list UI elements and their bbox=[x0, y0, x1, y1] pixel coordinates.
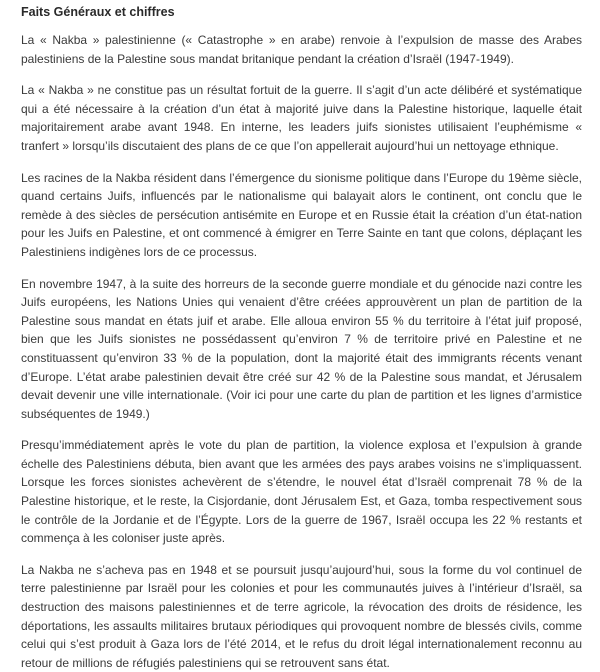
paragraph-1: La « Nakba » palestinienne (« Catastrophe » en arabe) renvoie à l’expulsion de masse des Arabes palestiniens de la Palestine sous mandat britanique pendant la création d’Israël (1947-1949). bbox=[21, 33, 582, 66]
paragraph-3: Les racines de la Nakba résident dans l’émergence du sionisme politique dans l’Europe du 19ème siècle, quand certains Juifs, influencés par le nationalisme qui balayait alors le continent, ont conclu que le remède à des siècles de persécution antisémite en Europe et en Russie était la création d’un état-nation pour les Juifs en Palestine, et ont commencé à émigrer en Terre Sainte en tant que colons, déplaçant les Palestiniens indigènes lors de ce processus. bbox=[21, 170, 582, 259]
paragraph-6: La Nakba ne s’acheva pas en 1948 et se poursuit jusqu’aujourd’hui, sous la forme du vol continuel de terre palestinienne par Israël pour les colonies et pour les communautés juives à l’intérieur d’Israël, sa destruction des maisons palestiniennes et de terre agricole, la révocation des droits de résidence, les déportations, les assaults militaires brutaux périodiques qui provoquent nombre de blessés civils, comme celui qui s’est produit à Gaza lors de l’été 2014, et le refus du droit légal internationalement reconnu au retour de millions de réfugiés palestiniens qui se retrouvent sans état. bbox=[21, 562, 582, 670]
section-heading: Faits Généraux et chiffres bbox=[21, 5, 175, 19]
paragraph-5: Presqu’immédiatement après le vote du plan de partition, la violence explosa et l’expulsion à grande échelle des Palestiniens débuta, bien avant que les armées des pays arabes voisins ne s’impliquassent. Lorsque les forces sionistes achevèrent de s’étendre, le nouvel état d’Israël comprenait 78 % de la Palestine historique, et le reste, la Cisjordanie, dont Jérusalem Est, et Gaza, tomba respectivement sous le contrôle de la Jordanie et de l’Égypte. Lors de la guerre de 1967, Israël occupa les 22 % restants et commença à les coloniser juste après. bbox=[21, 438, 582, 546]
paragraph-2: La « Nakba » ne constitue pas un résultat fortuit de la guerre. Il s’agit d’un acte délibéré et systématique qui a été nécessaire à la création d’un état à majorité juive dans la Palestine historique, laquelle était majoritairement arabe avant 1948. En interne, les leaders juifs sionistes utilisaient l’euphémisme « tranfert » lorsqu’ils discutaient des plans de ce que l’on appellerait aujourd’hui un nettoyage ethnique. bbox=[21, 83, 582, 153]
paragraph-4: En novembre 1947, à la suite des horreurs de la seconde guerre mondiale et du génocide nazi contre les Juifs européens, les Nations Unies qui venaient d’être créées approuvèrent un plan de partition de la Palestine sous mandat en états juif et arabe. Elle alloua environ 55 % du territoire à l’état juif proposé, bien que les Juifs sionistes ne possédassent qu’environ 7 % de territoire privé en Palestine et ne constituassent qu’environ 33 % de la population, dont la majorité était des immigrants récents venant d’Europe. L’état arabe palestinien devait être créé sur 42 % de la Palestine sous mandat, et Jérusalem devait devenir une ville internationale. (Voir ici pour une carte du plan de partition et les lignes d’armistice subséquentes de 1949.) bbox=[21, 276, 582, 421]
